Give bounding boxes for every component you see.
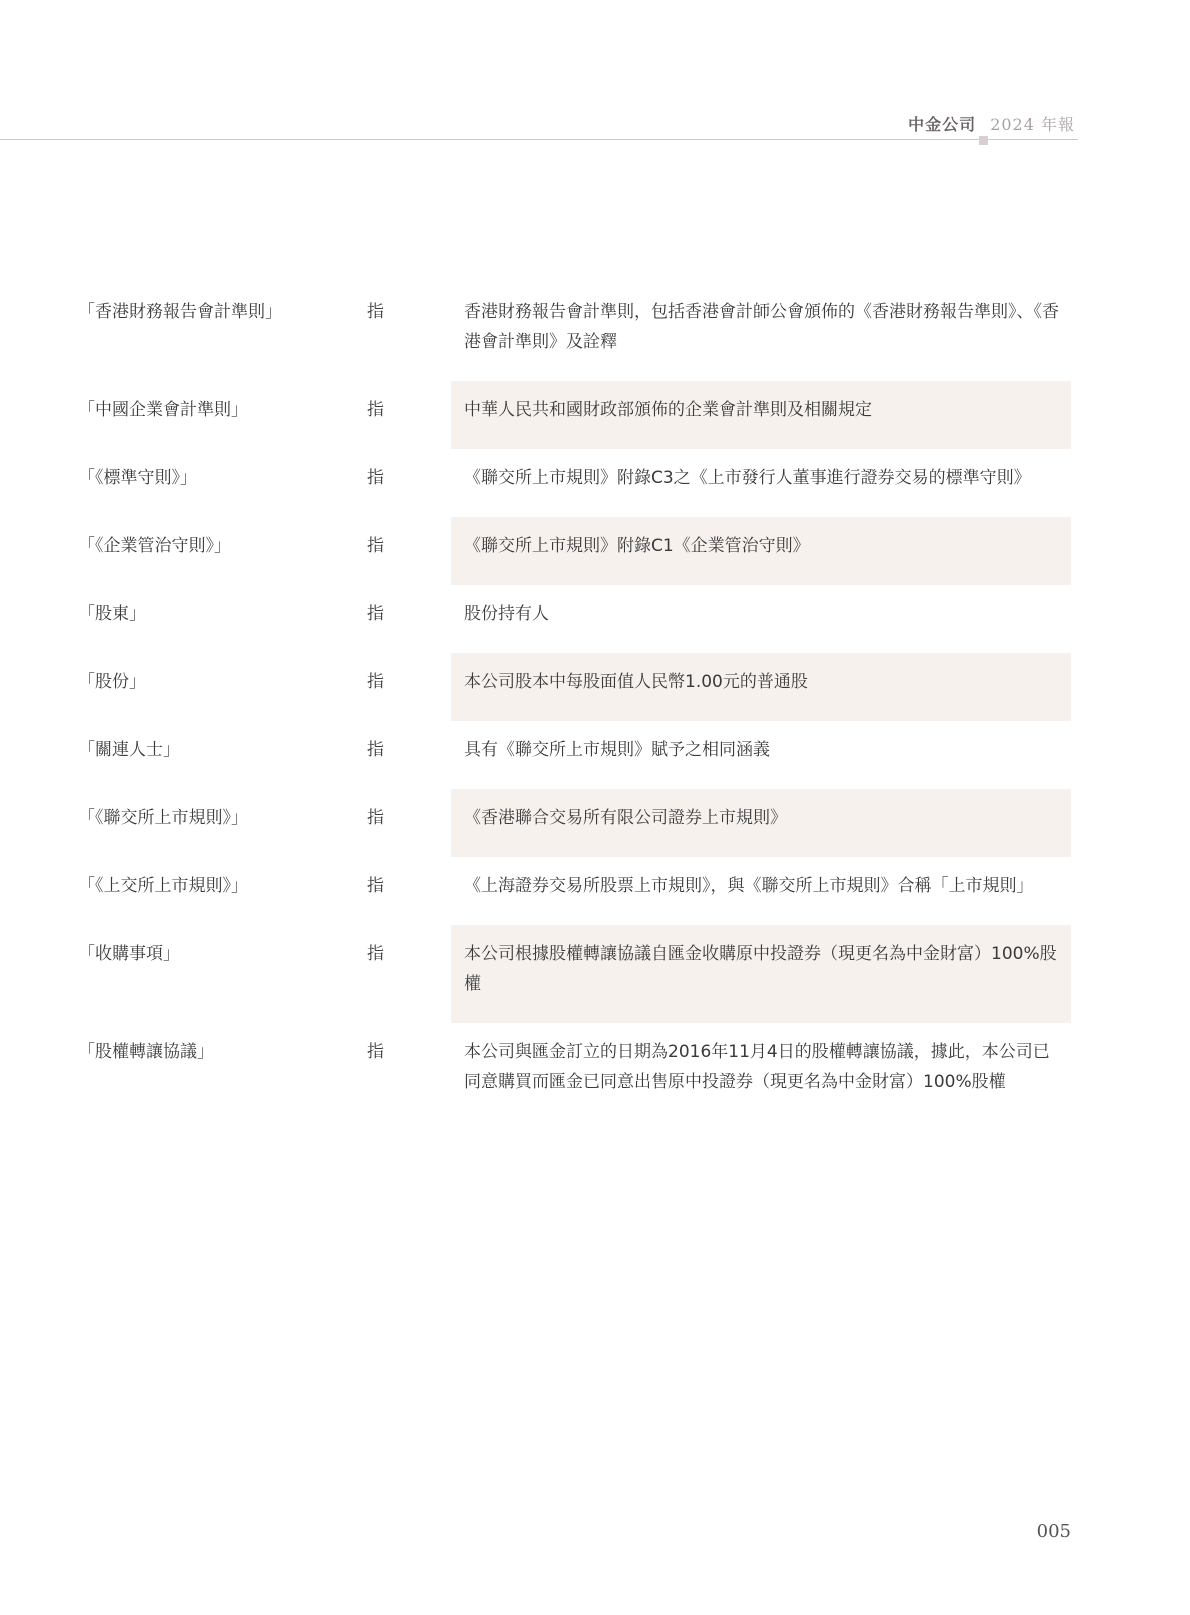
definition-marker: 指: [367, 740, 384, 760]
definition-meaning: 本公司根據股權轉讓協議自匯金收購原中投證券（現更名為中金財富）100%股權: [451, 925, 1071, 1023]
definition-meaning: 本公司股本中每股面值人民幣1.00元的普通股: [451, 653, 1071, 721]
definition-meaning: 股份持有人: [464, 604, 549, 624]
definition-marker: 指: [367, 536, 384, 556]
definition-row: [0, 721, 1190, 789]
definition-term: 「《上交所上市規則》」: [78, 876, 248, 896]
definition-row: [0, 925, 1190, 1023]
running-header: [908, 112, 1075, 135]
definition-marker: 指: [367, 808, 384, 828]
page-number: 005: [1036, 1521, 1071, 1542]
definition-term: 「股份」: [78, 672, 146, 692]
definition-row: [0, 1023, 1190, 1121]
definition-row: [0, 789, 1190, 857]
definition-term: 「《企業管治守則》」: [78, 536, 231, 556]
definition-term: 「關連人士」: [78, 740, 180, 760]
definition-marker: 指: [367, 1042, 384, 1062]
definition-meaning: 香港財務報告會計準則，包括香港會計師公會頒佈的《香港財務報告準則》、《香港會計準則》及詮釋: [464, 302, 1059, 352]
header-divider-marker: [979, 136, 988, 145]
definition-meaning: 本公司與匯金訂立的日期為2016年11月4日的股權轉讓協議，據此，本公司已同意購買而匯金已同意出售原中投證券（現更名為中金財富）100%股權: [464, 1042, 1050, 1092]
definition-term: 「香港財務報告會計準則」: [78, 302, 282, 322]
header-report-year: 2024 年報: [990, 115, 1075, 134]
header-divider: [0, 139, 1078, 140]
definition-meaning: 《上海證券交易所股票上市規則》，與《聯交所上市規則》合稱「上市規則」: [464, 876, 1034, 896]
definition-term: 「中國企業會計準則」: [78, 400, 248, 420]
definition-term: 「股權轉讓協議」: [78, 1042, 214, 1062]
header-company-name: 中金公司: [908, 115, 977, 134]
definition-marker: 指: [367, 876, 384, 896]
definitions-list: [0, 283, 1190, 1121]
definition-term: 「《標準守則》」: [78, 468, 197, 488]
definition-meaning: 《香港聯合交易所有限公司證券上市規則》: [451, 789, 1071, 857]
definition-marker: 指: [367, 604, 384, 624]
definition-term: 「《聯交所上市規則》」: [78, 808, 248, 828]
definition-marker: 指: [367, 944, 384, 964]
definition-row: [0, 283, 1190, 381]
definition-meaning: 中華人民共和國財政部頒佈的企業會計準則及相關規定: [451, 381, 1071, 449]
definition-row: [0, 653, 1190, 721]
definition-meaning: 《聯交所上市規則》附錄C1《企業管治守則》: [451, 517, 1071, 585]
definition-meaning: 《聯交所上市規則》附錄C3之《上市發行人董事進行證券交易的標準守則》: [464, 468, 1031, 488]
definition-row: [0, 517, 1190, 585]
definition-row: [0, 381, 1190, 449]
definition-row: [0, 449, 1190, 517]
definition-row: [0, 857, 1190, 925]
definition-row: [0, 585, 1190, 653]
definition-term: 「股東」: [78, 604, 146, 624]
definition-term: 「收購事項」: [78, 944, 180, 964]
definition-marker: 指: [367, 400, 384, 420]
definition-marker: 指: [367, 302, 384, 322]
definition-marker: 指: [367, 468, 384, 488]
definition-marker: 指: [367, 672, 384, 692]
definition-meaning: 具有《聯交所上市規則》賦予之相同涵義: [464, 740, 770, 760]
